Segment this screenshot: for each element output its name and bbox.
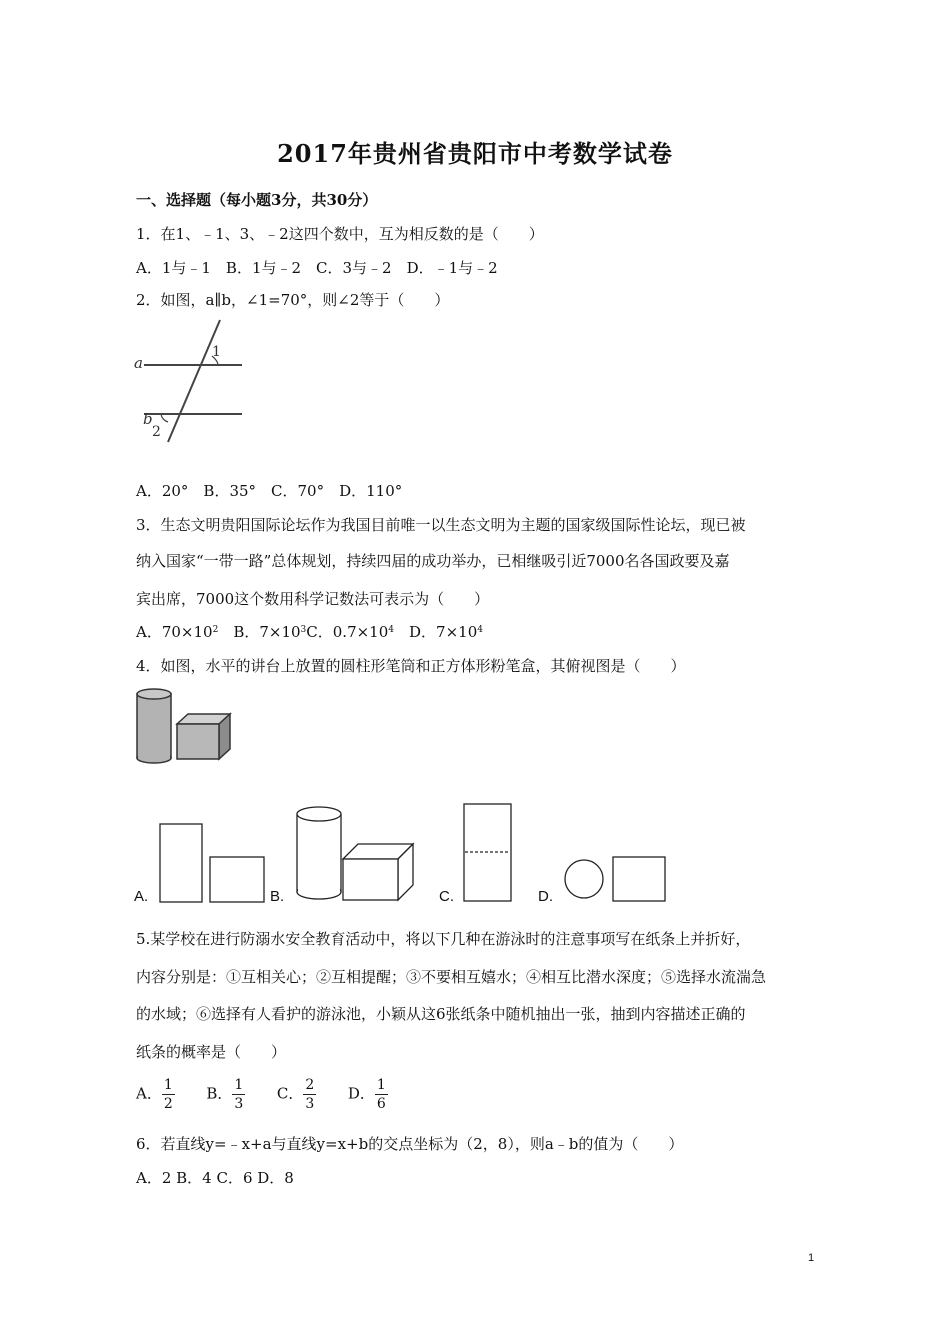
- section-heading: 一、选择题（每小题3分，共30分）: [136, 191, 378, 209]
- q4-label-c: C.: [439, 888, 454, 905]
- q4-option-c-figure: [462, 802, 514, 904]
- q4-option-a-figure: [158, 822, 268, 904]
- q3-line1: 3．生态文明贵阳国际论坛作为我国目前唯一以生态文明为主题的国家级国际性论坛，现已被: [136, 516, 746, 534]
- fraction-d: $\frac{1}{6}$: [376, 1077, 386, 1112]
- label-b: b: [143, 410, 153, 428]
- q5-line2: 内容分别是：①互相关心；②互相提醒；③不要相互嬉水；④相互比潜水深度；⑤选择水流湍急: [136, 968, 767, 986]
- label-a: a: [134, 354, 143, 372]
- q3-opt-c: C．0.7×10: [306, 623, 389, 641]
- q4-stem: 4．如图，水平的讲台上放置的圆柱形笔筒和正方体形粉笔盒，其俯视图是（ ）: [136, 657, 686, 675]
- document-title: 2017年贵州省贵阳市中考数学试卷: [277, 139, 673, 168]
- q3-line2: 纳入国家“一带一路”总体规划，持续四届的成功举办，已相继吸引近7000名各国政要及嘉: [136, 552, 730, 570]
- q4-label-a: A.: [134, 888, 149, 905]
- page-number: 1: [808, 1252, 815, 1264]
- cylinder-cube-figure: [132, 685, 236, 767]
- q3-options: A．$70\times 10^2$ B．$7\times 10^3C$．$0.7\times 10^4$ D．$7\times 10^4$: [136, 623, 483, 641]
- q4-option-d-figure: [562, 852, 668, 904]
- q4-label-b: B.: [270, 888, 285, 905]
- q6-stem: 6．若直线y=﹣x+a与直线y=x+b的交点坐标为（2，8），则a﹣b的值为（ ）: [136, 1135, 684, 1153]
- q3-line3: 宾出席，7000这个数用科学记数法可表示为（ ）: [136, 590, 490, 608]
- fraction-c: $\frac{2}{3}$: [305, 1077, 315, 1112]
- q6-options: A．2 B．4 C．6 D．8: [136, 1169, 294, 1187]
- q3-opt-d: D．7×10: [394, 623, 478, 641]
- q5-line1: 5.某学校在进行防溺水安全教育活动中，将以下几种在游泳时的注意事项写在纸条上并折好，: [136, 930, 751, 948]
- label-angle-1: 1: [212, 344, 221, 360]
- q4-label-d: D.: [538, 888, 553, 905]
- q5-line3: 的水域；⑥选择有人看护的游泳池，小颖从这6张纸条中随机抽出一张，抽到内容描述正确的: [136, 1005, 746, 1023]
- q5-options: A． $\frac{1}{2}$ B． $\frac{1}{3}$ C． $\frac{2}{3}$ D． $\frac{1}{6}$: [136, 1077, 386, 1112]
- angle-2-arc: [161, 414, 168, 422]
- fraction-b: $\frac{1}{3}$: [234, 1077, 244, 1112]
- q1-options: A．1与﹣1 B．1与﹣2 C．3与﹣2 D．﹣1与﹣2: [136, 259, 498, 277]
- q3-opt-a: A．70×10: [136, 623, 213, 641]
- parallel-lines-figure: [130, 318, 250, 446]
- q5-line4: 纸条的概率是（ ）: [136, 1043, 287, 1061]
- fraction-a: $\frac{1}{2}$: [163, 1077, 173, 1112]
- q3-opt-b: B．7×10: [218, 623, 301, 641]
- q2-stem: 2．如图，a∥b，∠1=70°，则∠2等于（ ）: [136, 291, 450, 309]
- q2-options: A．20° B．35° C．70° D．110°: [136, 482, 403, 500]
- q1-stem: 1．在1、﹣1、3、﹣2这四个数中，互为相反数的是（ ）: [136, 225, 544, 243]
- label-angle-2: 2: [152, 424, 161, 440]
- transversal: [168, 320, 220, 442]
- q4-option-b-figure: [294, 802, 416, 904]
